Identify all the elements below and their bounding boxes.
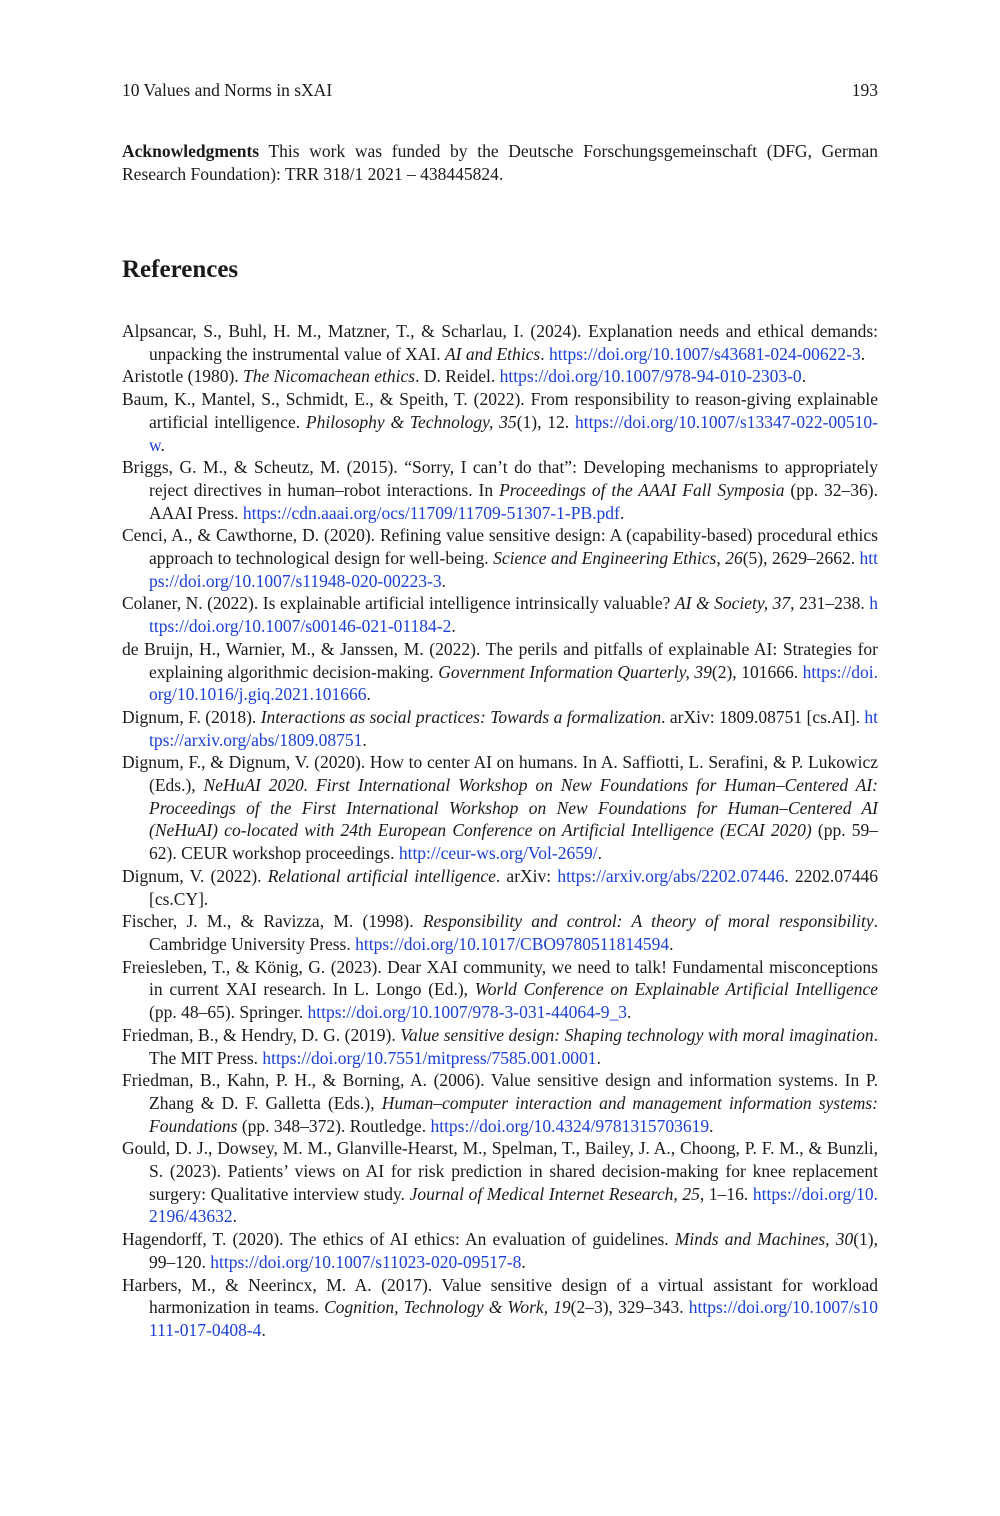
reference-link[interactable]: https://doi.org/10.1007/s11948-020-00223-3	[149, 548, 879, 591]
acknowledgments	[122, 140, 878, 186]
reference-link[interactable]: https://doi.org/10.7551/mitpress/7585.001.0001	[262, 1047, 597, 1068]
reference-link[interactable]: http://ceur-ws.org/Vol-2659/	[398, 843, 598, 864]
reference-item: Dignum, F. (2018). Interactions as social practices: Towards a formalization. arXiv: 1809.08751 [cs.AI]. https://arxiv.org/abs/1809.08751.	[122, 706, 879, 750]
reference-item: Cenci, A., & Cawthorne, D. (2020). Refining value sensitive design: A (capability-based) procedural ethics approach to technological design for well-being. Science and Engineering Ethics, 26(5), 2629–2662. https://doi.org/10.1007/s11948-020-00223-3.	[122, 525, 879, 591]
reference-link[interactable]: https://doi.org/10.1007/s00146-021-01184-2	[149, 593, 878, 637]
reference-item: Colaner, N. (2022). Is explainable artificial intelligence intrinsically valuable? AI & Society, 37, 231–238. https://doi.org/10.1007/s00146-021-01184-2.	[122, 593, 878, 637]
page-number: 193	[851, 80, 878, 100]
reference-item: Dignum, F., & Dignum, V. (2020). How to center AI on humans. In A. Saffiotti, L. Serafini, & P. Lukowicz (Eds.), NeHuAI 2020. First International Workshop on New Foundations for Human–Centered AI: Proceedings of the First International Workshop on New Foundations for Human–Centered AI (NeHuAI) co-located with 24th European Conference on Artificial Intelligence (ECAI 2020) (pp. 59–62). CEUR workshop proceedings. http://ceur-ws.org/Vol-2659/.	[122, 752, 879, 864]
reference-item: Aristotle (1980). The Nicomachean ethics. D. Reidel. https://doi.org/10.1007/978-94-010-2303-0.	[122, 366, 807, 387]
reference-link[interactable]: https://doi.org/10.1007/s11023-020-09517-8	[210, 1251, 522, 1272]
reference-link[interactable]: https://arxiv.org/abs/2202.07446	[557, 865, 785, 886]
reference-list	[122, 320, 878, 1342]
reference-item: de Bruijn, H., Warnier, M., & Janssen, M. (2022). The perils and pitfalls of explainable AI: Strategies for explaining algorithmic decision-making. Government Information Quarterly, 39(2), 101666. https://doi.org/10.1016/j.giq.2021.101666.	[122, 638, 878, 705]
reference-link[interactable]: https://doi.org/10.1007/s13347-022-00510-w	[149, 411, 878, 455]
reference-item: Friedman, B., Kahn, P. H., & Borning, A. (2006). Value sensitive design and information systems. In P. Zhang & D. F. Galletta (Eds.), Human–computer interaction and management information systems: Foundations (pp. 348–372). Routledge. https://doi.org/10.4324/9781315703619.	[122, 1070, 878, 1136]
reference-item: Friedman, B., & Hendry, D. G. (2019). Value sensitive design: Shaping technology with moral imagination. The MIT Press. https://doi.org/10.7551/mitpress/7585.001.0001.	[122, 1024, 878, 1068]
reference-item: Baum, K., Mantel, S., Schmidt, E., & Speith, T. (2022). From responsibility to reason-giving explainable artificial intelligence. Philosophy & Technology, 35(1), 12. https://doi.org/10.1007/s13347-022-00510-w.	[122, 389, 878, 455]
reference-item: Alpsancar, S., Buhl, H. M., Matzner, T., & Scharlau, I. (2024). Explanation needs and ethical demands: unpacking the instrumental value of XAI. AI and Ethics. https://doi.org/10.1007/s43681-024-00622-3.	[122, 321, 878, 364]
reference-link[interactable]: https://doi.org/10.1007/s43681-024-00622-3	[548, 343, 861, 364]
reference-item: Gould, D. J., Dowsey, M. M., Glanville-Hearst, M., Spelman, T., Bailey, J. A., Choong, P. F. M., & Bunzli, S. (2023). Patients’ views on AI for risk prediction in shared decision-making for knee replacement surgery: Qualitative interview study. Journal of Medical Internet Research, 25, 1–16. https://doi.org/10.2196/43632.	[122, 1138, 879, 1227]
reference-link[interactable]: https://doi.org/10.1007/978-3-031-44064-9_3	[307, 1002, 627, 1023]
reference-link[interactable]: https://doi.org/10.2196/43632	[149, 1183, 879, 1227]
reference-link[interactable]: https://doi.org/10.1017/CBO9780511814594	[355, 933, 670, 954]
acknowledgments-label: Acknowledgments	[122, 141, 260, 161]
reference-item: Briggs, G. M., & Scheutz, M. (2015). “Sorry, I can’t do that”: Developing mechanisms to appropriately reject directives in human–robot interactions. In Proceedings of the AAAI Fall Symposia (pp. 32–36). AAAI Press. https://cdn.aaai.org/ocs/11709/11709-51307-1-PB.pdf.	[122, 457, 879, 523]
reference-link[interactable]: https://doi.org/10.1016/j.giq.2021.101666	[149, 661, 878, 705]
running-head	[122, 79, 878, 101]
reference-item: Freiesleben, T., & König, G. (2023). Dear XAI community, we need to talk! Fundamental misconceptions in current XAI research. In L. Longo (Ed.), World Conference on Explainable Artificial Intelligence (pp. 48–65). Springer. https://doi.org/10.1007/978-3-031-44064-9_3.	[122, 956, 879, 1023]
reference-item: Hagendorff, T. (2020). The ethics of AI ethics: An evaluation of guidelines. Minds and Machines, 30(1), 99–120. https://doi.org/10.1007/s11023-020-09517-8.	[122, 1229, 878, 1272]
references-heading: References	[122, 256, 239, 283]
reference-item: Harbers, M., & Neerincx, M. A. (2017). Value sensitive design of a virtual assistant for workload harmonization in teams. Cognition, Technology & Work, 19(2–3), 329–343. https://doi.org/10.1007/s10111-017-0408-4.	[122, 1274, 878, 1340]
reference-link[interactable]: https://doi.org/10.1007/s10111-017-0408-4	[149, 1297, 878, 1340]
chapter-title: 10 Values and Norms in sXAI	[122, 80, 333, 100]
reference-item: Fischer, J. M., & Ravizza, M. (1998). Responsibility and control: A theory of moral responsibility. Cambridge University Press. https://doi.org/10.1017/CBO9780511814594.	[122, 911, 879, 954]
reference-link[interactable]: https://cdn.aaai.org/ocs/11709/11709-51307-1-PB.pdf	[242, 502, 620, 523]
reference-link[interactable]: https://doi.org/10.1007/978-94-010-2303-0	[499, 366, 802, 387]
reference-link[interactable]: https://arxiv.org/abs/1809.08751	[149, 706, 879, 750]
acknowledgments-text: This work was funded by the Deutsche Forschungsgemeinschaft (DFG, German Research Foundation): TRR 318/1 2021 – 438445824.	[122, 141, 878, 184]
reference-item: Dignum, V. (2022). Relational artificial intelligence. arXiv: https://arxiv.org/abs/2202.07446. 2202.07446 [cs.CY].	[122, 865, 878, 909]
reference-link[interactable]: https://doi.org/10.4324/9781315703619	[430, 1115, 710, 1136]
